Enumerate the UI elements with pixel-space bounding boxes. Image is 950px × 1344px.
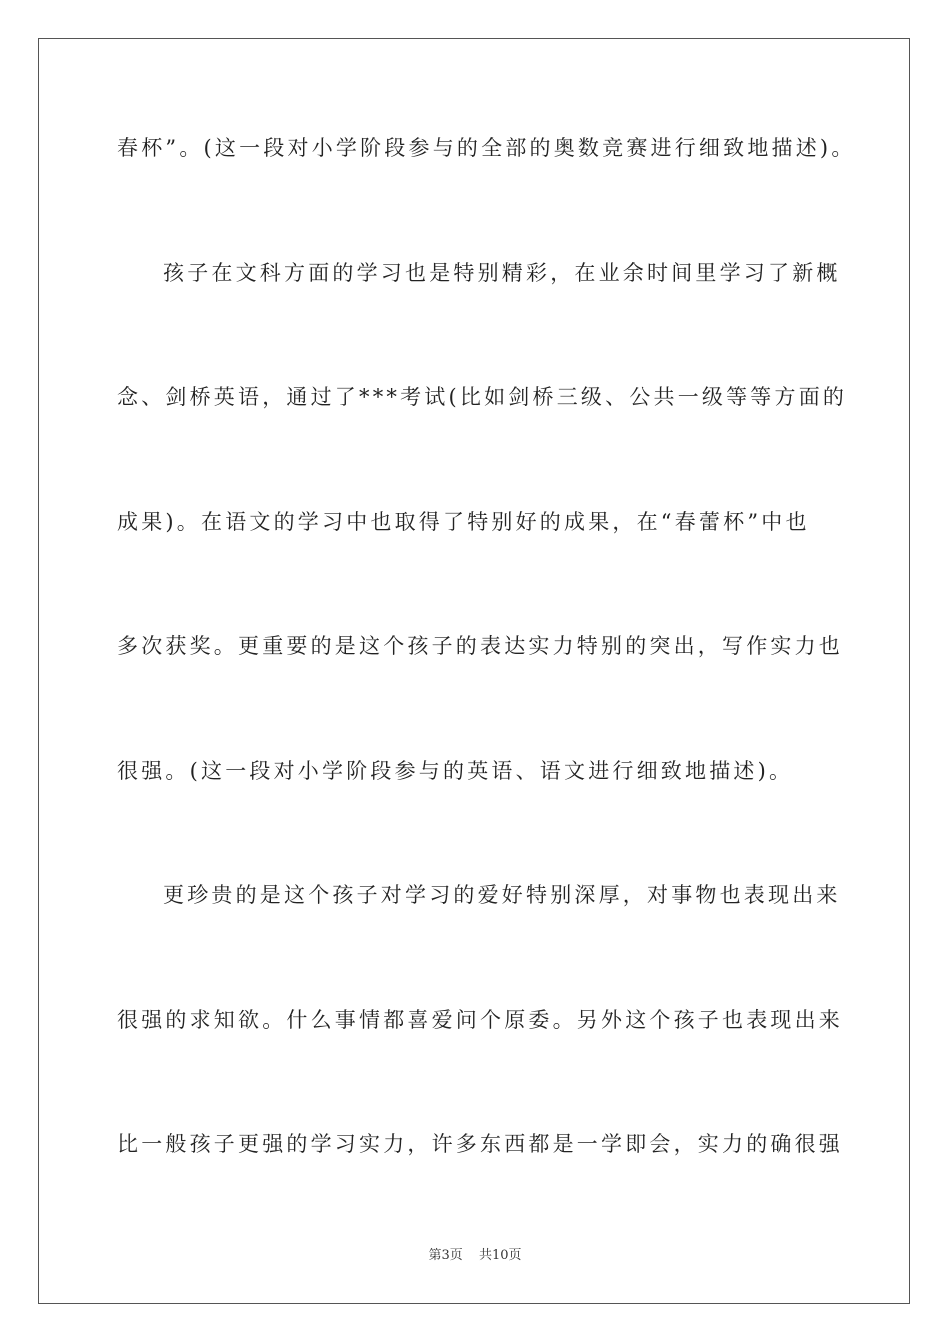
text-line-8: 很强的求知欲。什么事情都喜爱问个原委。另外这个孩子也表现出来 <box>117 1008 843 1032</box>
page-number: 第3页 <box>428 1248 463 1263</box>
page-footer <box>0 1244 950 1263</box>
text-line-9: 比一般孩子更强的学习实力，许多东西都是一学即会，实力的确很强 <box>117 1132 843 1156</box>
text-line-2-paragraph-start: 孩子在文科方面的学习也是特别精彩，在业余时间里学习了新概 <box>163 261 841 285</box>
text-line-3: 念、剑桥英语，通过了***考试(比如剑桥三级、公共一级等等方面的 <box>117 385 848 409</box>
text-line-6: 很强。(这一段对小学阶段参与的英语、语文进行细致地描述)。 <box>117 759 794 783</box>
text-line-1: 春杯”。(这一段对小学阶段参与的全部的奥数竞赛进行细致地描述)。 <box>117 136 856 160</box>
page-border <box>38 38 910 1304</box>
text-line-5: 多次获奖。更重要的是这个孩子的表达实力特别的突出，写作实力也 <box>117 634 843 658</box>
text-line-4: 成果)。在语文的学习中也取得了特别好的成果，在“春蕾杯”中也 <box>117 510 810 534</box>
page-total: 共10页 <box>478 1248 522 1263</box>
text-line-7-paragraph-start: 更珍贵的是这个孩子对学习的爱好特别深厚，对事物也表现出来 <box>163 883 841 907</box>
